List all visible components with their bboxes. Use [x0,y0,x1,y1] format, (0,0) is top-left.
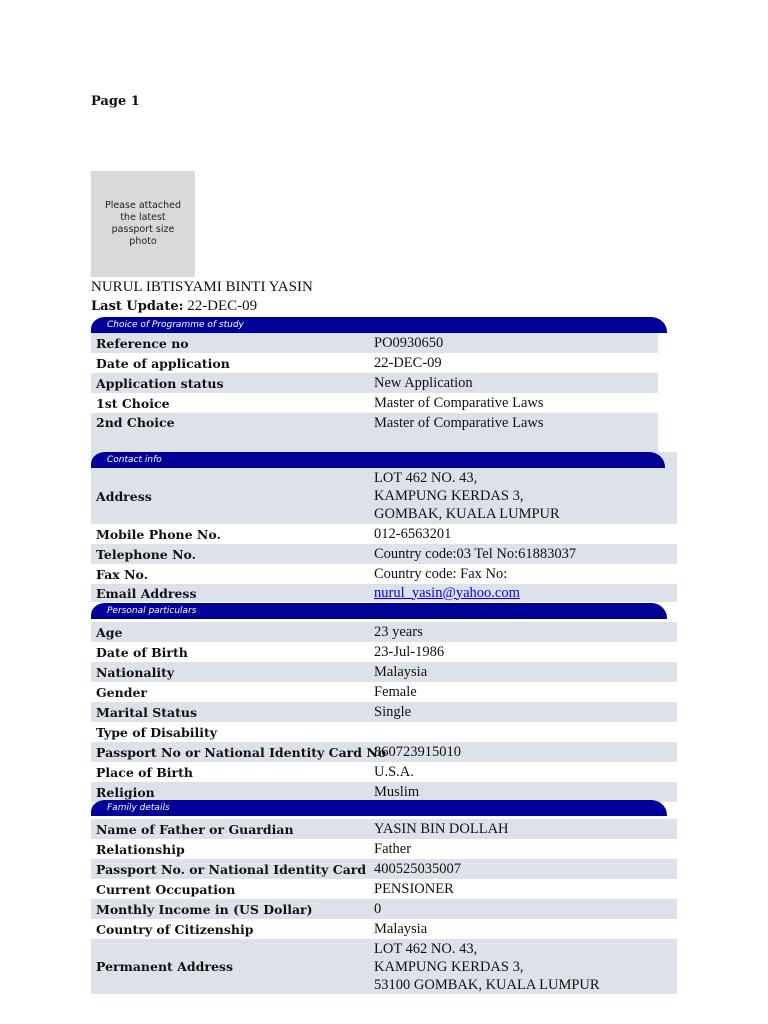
row-value: Malaysia [374,663,428,680]
table-row [91,353,658,373]
photo-placeholder-text: Please attached the latest passport size photo [104,200,182,247]
table-row [91,702,677,722]
section-header-programme: Choice of Programme of study [91,317,667,333]
row-label: 2nd Choice [96,415,175,430]
row-value: Master of Comparative Laws [374,394,544,411]
table-row [91,544,677,564]
row-label: Date of application [96,355,230,371]
last-update [91,298,257,315]
row-label: Reference no [96,335,189,351]
table-row [91,939,677,994]
table-row [91,564,677,584]
row-label: Mobile Phone No. [96,526,221,542]
row-value: 23 years [374,623,423,640]
programme-table [91,333,658,452]
row-label: Email Address [96,585,197,601]
address-line: KAMPUNG KERDAS 3, [374,958,524,975]
table-row [91,468,677,524]
row-value: Female [374,683,417,700]
row-label: Marital Status [96,704,198,720]
row-value: U.S.A. [374,763,414,780]
row-label: Current Occupation [96,881,236,897]
permanent-address-value [374,940,677,994]
row-label: Relationship [96,841,185,857]
row-value: New Application [374,374,473,391]
row-label: Address [96,488,152,504]
row-value: PENSIONER [374,880,454,897]
table-row [91,622,677,642]
row-label: Monthly Income in (US Dollar) [96,901,313,917]
row-label: Passport No. or National Identity Card [96,861,367,877]
table-row [91,879,677,899]
table-row [91,413,658,452]
row-value: Country code:03 Tel No:61883037 [374,545,577,562]
row-value: 0 [374,900,382,917]
address-line: GOMBAK, KUALA LUMPUR [374,506,560,522]
table-row [91,782,677,802]
row-value: YASIN BIN DOLLAH [374,820,509,837]
row-value: Single [374,703,412,720]
table-row [91,393,658,413]
table-row [91,722,677,742]
row-label: Age [96,624,123,640]
row-label: Application status [96,375,224,391]
row-value: 012-6563201 [374,525,452,542]
row-label: Gender [96,684,147,700]
address-line: LOT 462 NO. 43, [374,940,478,957]
family-table [91,819,677,994]
row-label: Permanent Address [96,959,233,974]
table-row [91,859,677,879]
row-label: Passport No or National Identity Card No [96,744,387,760]
page-label: Page 1 [91,94,140,109]
row-value: Father [374,840,412,857]
row-value: Master of Comparative Laws [374,415,544,431]
table-row [91,373,658,393]
personal-table [91,622,677,802]
row-label: Country of Citizenship [96,921,254,937]
table-row [91,919,677,939]
email-value [374,585,677,602]
table-row [91,762,677,782]
table-row [91,662,677,682]
last-update-label: Last Update: [91,299,184,314]
row-value: 23-Jul-1986 [374,643,445,660]
row-label: Date of Birth [96,644,188,660]
row-value: 22-DEC-09 [374,354,442,371]
row-value: Malaysia [374,920,428,937]
address-line: KAMPUNG KERDAS 3, [374,488,524,504]
row-value: 400525035007 [374,860,461,877]
row-label: Nationality [96,664,175,680]
table-row [91,333,658,353]
table-row [91,742,677,762]
row-label: Fax No. [96,566,148,582]
applicant-name: NURUL IBTISYAMI BINTI YASIN [91,279,313,295]
row-label: 1st Choice [96,395,170,411]
row-value: Country code: Fax No: [374,565,508,582]
table-row [91,584,677,602]
row-value: PO0930650 [374,334,444,351]
row-label: Telephone No. [96,546,196,562]
table-row [91,524,677,544]
row-value: Muslim [374,783,420,800]
row-label: Religion [96,784,155,800]
table-row [91,839,677,859]
address-line: 53100 GOMBAK, KUALA LUMPUR [374,976,600,993]
address-value [374,469,677,523]
table-row [91,682,677,702]
table-row [91,642,677,662]
section-header-personal: Personal particulars [91,603,667,619]
row-label: Type of Disability [96,724,218,740]
contact-table [91,468,677,602]
table-row [91,899,677,919]
row-value: 860723915010 [374,743,461,760]
passport-photo-placeholder [91,171,195,277]
address-line: LOT 462 NO. 43, [374,470,478,486]
row-label: Name of Father or Guardian [96,821,294,837]
last-update-value: 22-DEC-09 [187,298,258,314]
row-label: Place of Birth [96,764,193,780]
section-header-contact: Contact info [91,452,665,468]
email-link[interactable]: nurul_yasin@yahoo.com [374,584,520,601]
section-header-family: Family details [91,800,667,816]
table-row [91,819,677,839]
